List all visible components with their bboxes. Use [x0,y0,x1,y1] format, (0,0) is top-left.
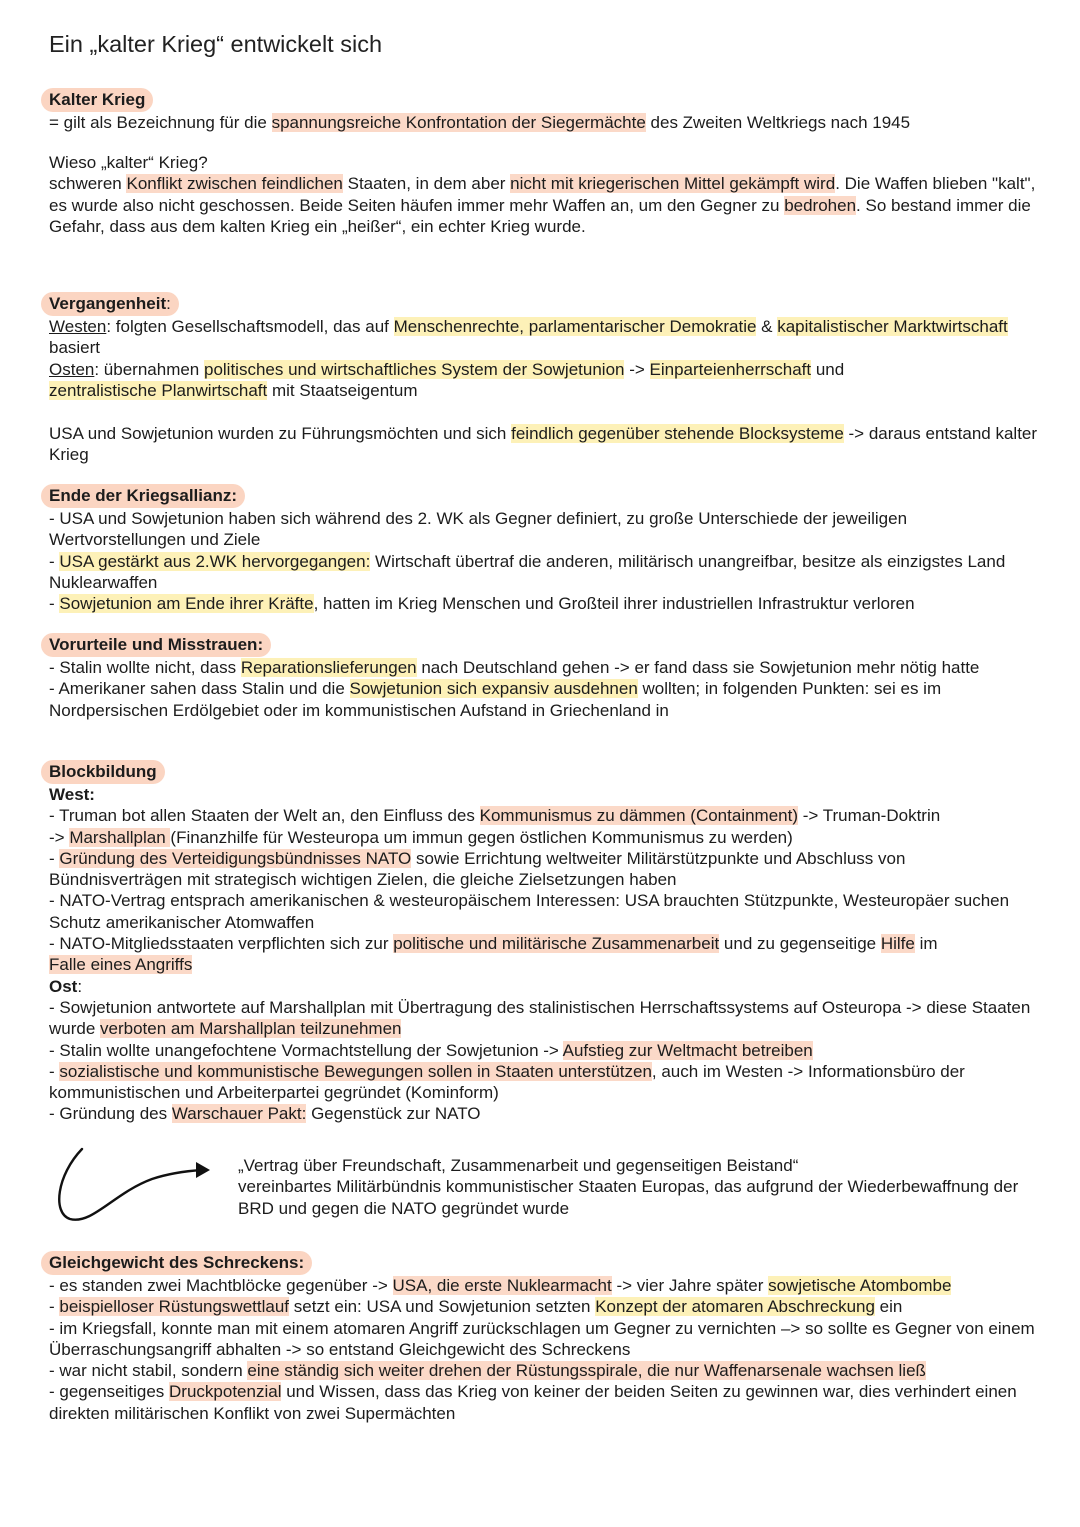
heading-vorurteile: Vorurteile und Misstrauen: [41,633,271,657]
list-item: - Gründung des Verteidigungsbündnisses NATO sowie Errichtung weltweiter Militärstützpunkte und Abschluss von Bündnisverträgen mit strategisch wichtigen Zielen, die gleiche Zielsetzungen haben [49,848,906,890]
list-item: - es standen zwei Machtblöcke gegenüber -> USA, die erste Nuklearmacht -> vier Jahre später sowjetische Atombombe [49,1276,952,1295]
list-item: - NATO-Mitgliedsstaaten verpflichten sich zur politische und militärische Zusammenarbeit und zu gegenseitige Hilfe im Falle eines Angriffs [49,934,938,975]
curved-arrow-icon [52,1135,222,1230]
section-blockbildung [49,760,1039,1125]
page-title: Ein „kalter Krieg“ entwickelt sich [49,31,383,57]
subheading-ost: Ost: [49,976,83,996]
label-osten: Osten [49,359,95,379]
list-item: - sozialistische und kommunistische Bewegungen sollen in Staaten unterstützen, auch im Westen -> Informationsbüro der kommunistischen und Arbeiterpartei gegründet (Kominform) [49,1061,965,1103]
list-item: - Sowjetunion am Ende ihrer Kräfte, hatten im Krieg Menschen und Großteil ihrer industriellen Infrastruktur verloren [49,594,915,614]
list-item: - Amerikaner sahen dass Stalin und die Sowjetunion sich expansiv ausdehnen wollten; in folgenden Punkten: sei es im Nordpersischen Erdölgebiet oder im kommunistischen Aufstand in Griechenland in [49,679,942,720]
section-vergangenheit: Vergangenheit: Westen: folgten Gesellschaftsmodell, das auf Menschenrechte, parlamentarischer Demokratie & kapitalistischer Marktwirtschaft basiert Osten: übernahmen politisches und wirtschaftliches System der Sowjetunion -> Einparteienherrschaft und zentralistische Planwirtschaft mit Staatseigentum [49,292,1039,401]
section-kalter-krieg: Kalter Krieg = gilt als Bezeichnung für die spannungsreiche Konfrontation der Siegermächte des Zweiten Weltkriegs nach 1945 [49,88,1039,133]
list-item: - USA und Sowjetunion haben sich während des 2. WK als Gegner definiert, zu große Unterschiede der jeweiligen Wertvorstellungen und Ziele [49,509,908,550]
section-gleichgewicht [49,1251,1039,1424]
list-item: - war nicht stabil, sondern eine ständig sich weiter drehen der Rüstungsspirale, die nur Waffenarsenale wachsen ließ [49,1361,926,1381]
list-item: - Stalin wollte nicht, dass Reparationslieferungen nach Deutschland gehen -> er fand dass sie Sowjetunion mehr nötig hatte [49,658,980,677]
list-item: - gegenseitiges Druckpotenzial und Wissen, dass das Krieg von keiner der beiden Seiten zu gewinnen war, dies verhindert einen direkten militärischen Konflikt von zwei Supermächten [49,1382,1017,1423]
section-wieso: Wieso „kalter“ Krieg? schweren Konflikt zwischen feindlichen Staaten, in dem aber nicht mit kriegerischen Mittel gekämpft wird. Die Waffen blieben "kalt", es wurde also nicht geschossen. Beide Seiten häufen immer mehr Waffen an, um den Gegner zu bedrohen. So bestand immer die Gefahr, dass aus dem kalten Krieg ein „heißer“, ein echter Krieg wurde. [49,153,1036,236]
list-item: - Gründung des Warschauer Pakt: Gegenstück zur NATO [49,1104,481,1124]
list-item: -> Marshallplan (Finanzhilfe für Westeuropa um immun gegen östlichen Kommunismus zu werden) [49,827,793,847]
paragraph-fuehrungsmaechte: USA und Sowjetunion wurden zu Führungsmöchten und sich feindlich gegenüber stehende Blocksysteme -> daraus entstand kalter Krieg [49,424,1038,465]
heading-vergangenheit: Vergangenheit: [41,292,179,316]
heading-blockbildung: Blockbildung [41,760,165,784]
section-ende-kriegsallianz [49,484,1039,614]
list-item: - Sowjetunion antwortete auf Marshallplan mit Übertragung des stalinistischen Herrschaftssystems auf Osteuropa -> diese Staaten wurde verboten am Marshallplan teilzunehmen [49,997,1031,1039]
section-vorurteile [49,633,1039,721]
list-item: - NATO-Vertrag entsprach amerikanischen & westeuropäischem Interessen: USA brauchten Stützpunkte, Westeuropäer suchen Schutz amerikanischer Atomwaffen [49,891,1010,932]
label-westen: Westen [49,317,107,336]
list-item: - Stalin wollte unangefochtene Vormachtstellung der Sowjetunion -> Aufstieg zur Weltmacht betreiben [49,1040,813,1060]
subheading-west: West: [49,785,95,804]
list-item: - im Kriegsfall, konnte man mit einem atomaren Angriff zurückschlagen um Gegner zu vernichten –> so sollte es Gegner von einem Überraschungsangriff abhalten -> so entstand Gleichgewicht des Schreckens [49,1318,1035,1359]
list-item: - beispielloser Rüstungswettlauf setzt ein: USA und Sowjetunion setzten Konzept der atomaren Abschreckung ein [49,1297,903,1317]
question: Wieso „kalter“ Krieg? [49,153,208,172]
heading-ende-kriegsallianz: Ende der Kriegsallianz: [41,484,245,508]
heading-kalter-krieg: Kalter Krieg [41,88,153,112]
list-item: - Truman bot allen Staaten der Welt an, den Einfluss des Kommunismus zu dämmen (Containment) -> Truman-Doktrin [49,806,941,826]
heading-gleichgewicht: Gleichgewicht des Schreckens: [41,1251,312,1275]
warschauer-pakt-definition: „Vertrag über Freundschaft, Zusammenarbeit und gegenseitigen Beistand“ vereinbartes Militärbündnis kommunistischer Staaten Europas, das aufgrund der Wiederbewaffnung der BRD und gegen die NATO gegründet wurde [238,1156,1019,1218]
list-item: - USA gestärkt aus 2.WK hervorgegangen: Wirtschaft übertraf die anderen, militärisch unangreifbar, besitze als einzigstes Land Nuklearwaffen [49,551,1006,592]
